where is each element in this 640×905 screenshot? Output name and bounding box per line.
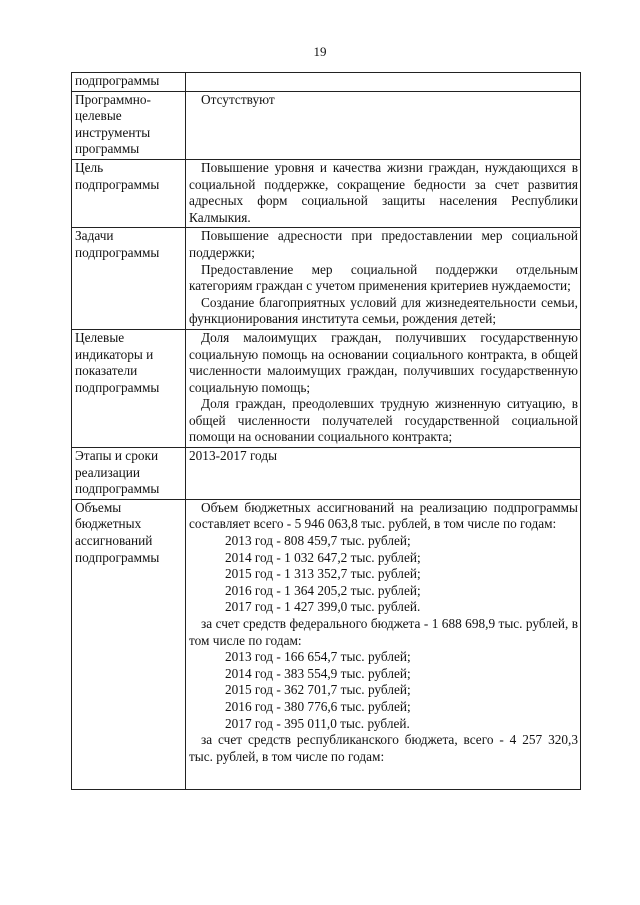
table-row <box>72 159 581 227</box>
row-label: Объемы бюджетных ассигнований подпрограммы <box>72 499 186 789</box>
row-content <box>186 159 581 227</box>
row-content <box>186 91 581 159</box>
paragraph: за счет средств республиканского бюджета, всего - 4 257 320,3 тыс. рублей, в том числе по годам: <box>189 732 578 764</box>
row-label: Цель подпрограммы <box>72 159 186 227</box>
paragraph: Доля граждан, преодолевших трудную жизненную ситуацию, в общей численности получателей государственной социальной помощи на основании социального контракта; <box>189 396 578 445</box>
paragraph: Повышение адресности при предоставлении мер социальной поддержки; <box>189 228 578 260</box>
row-content <box>186 448 581 500</box>
row-content <box>186 329 581 447</box>
table-row <box>72 73 581 92</box>
table-row <box>72 91 581 159</box>
year-line: 2015 год - 1 313 352,7 тыс. рублей; <box>225 566 421 582</box>
row-content <box>186 228 581 330</box>
paragraph: Предоставление мер социальной поддержки отдельным категориям граждан с учетом применения критериев нуждаемости; <box>189 261 578 294</box>
row-label: Целевые индикаторы и показатели подпрограммы <box>72 329 186 447</box>
year-line: 2013 год - 808 459,7 тыс. рублей; <box>225 533 411 549</box>
paragraph: Отсутствуют <box>201 91 275 107</box>
table-row <box>72 448 581 500</box>
row-label: Программно-целевые инструменты программы <box>72 91 186 159</box>
table-row <box>72 228 581 330</box>
subprogram-passport-table <box>71 72 581 790</box>
paragraph: Доля малоимущих граждан, получивших государственную социальную помощь на основании социального контракта, в общей численности малоимущих граждан, получивших государственную социальную помощь; <box>189 329 578 395</box>
row-label: Этапы и сроки реализации подпрограммы <box>72 448 186 500</box>
year-line: 2014 год - 383 554,9 тыс. рублей; <box>225 665 411 681</box>
table-row <box>72 329 581 447</box>
row-label: Задачи подпрограммы <box>72 228 186 330</box>
year-line: 2017 год - 1 427 399,0 тыс. рублей. <box>225 599 421 615</box>
year-line: 2015 год - 362 701,7 тыс. рублей; <box>225 682 411 698</box>
year-line: 2016 год - 1 364 205,2 тыс. рублей; <box>225 582 421 598</box>
table-row <box>72 499 581 789</box>
row-content <box>186 73 581 92</box>
paragraph: за счет средств федерального бюджета - 1 688 698,9 тыс. рублей, в том числе по годам: <box>189 616 578 648</box>
paragraph: 2013-2017 годы <box>189 448 278 464</box>
row-content <box>186 499 581 789</box>
page-number: 19 <box>313 44 327 59</box>
year-line: 2016 год - 380 776,6 тыс. рублей; <box>225 698 411 714</box>
paragraph: Повышение уровня и качества жизни граждан, нуждающихся в социальной поддержке, сокращение бедности за счет развития адресных форм социальной защиты населения Республики Калмыкия. <box>189 159 578 225</box>
year-line: 2013 год - 166 654,7 тыс. рублей; <box>225 649 411 665</box>
paragraph: Объем бюджетных ассигнований на реализацию подпрограммы составляет всего - 5 946 063,8 тыс. рублей, в том числе по годам: <box>189 499 578 532</box>
row-label: подпрограммы <box>72 73 186 92</box>
year-line: 2017 год - 395 011,0 тыс. рублей. <box>225 715 410 731</box>
year-line: 2014 год - 1 032 647,2 тыс. рублей; <box>225 549 421 565</box>
paragraph: Создание благоприятных условий для жизнедеятельности семьи, функционирования института семьи, рождения детей; <box>189 294 578 327</box>
